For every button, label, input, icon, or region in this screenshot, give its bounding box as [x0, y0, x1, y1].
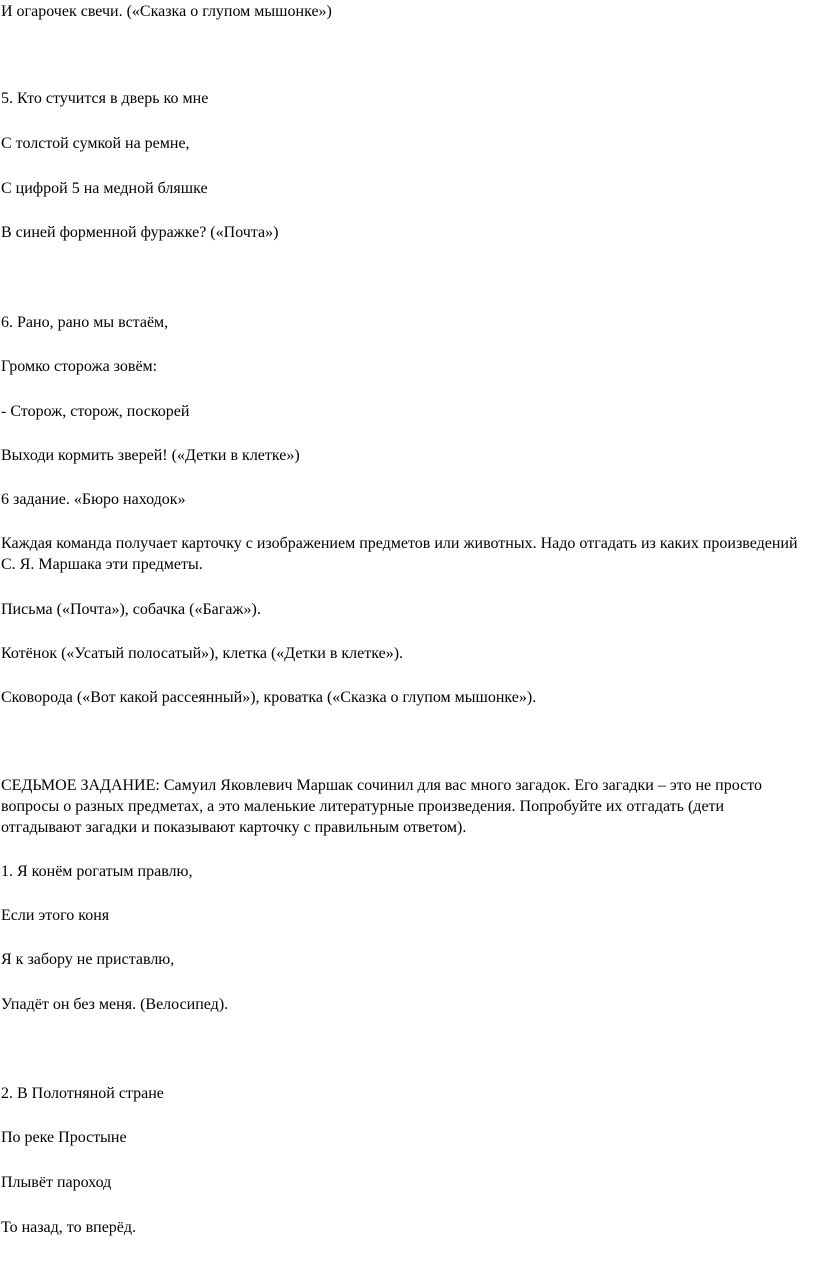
- riddle-5-line-4: В синей форменной фуражке? («Почта»): [1, 224, 279, 241]
- text-line: И огарочек свечи. («Сказка о глупом мышонке»): [1, 3, 332, 20]
- riddle-2-line-1: 2. В Полотняной стране: [1, 1085, 164, 1102]
- riddle-2-line-2: По реке Простыне: [1, 1129, 127, 1146]
- riddle-1-line-3: Я к забору не приставлю,: [1, 951, 175, 968]
- riddle-6-line-2: Громко сторожа зовём:: [1, 358, 158, 375]
- task-7-description: СЕДЬМОЕ ЗАДАНИЕ: Самуил Яковлевич Маршак сочинил для вас много загадок. Его загадки – это не просто вопросы о разных предметах, а это маленькие литературные произведения. Попробуйте их отгадать (дети отгадывают загадки и показывают карточку с правильным ответом).: [1, 777, 762, 836]
- task-6-answer-3: Сковорода («Вот какой рассеянный»), кроватка («Сказка о глупом мышонке»).: [1, 689, 537, 706]
- riddle-2-line-4: То назад, то вперёд.: [1, 1219, 137, 1236]
- task-6-heading: 6 задание. «Бюро находок»: [1, 491, 186, 508]
- riddle-6-line-3: - Сторож, сторож, поскорей: [1, 403, 190, 420]
- riddle-1-line-4: Упадёт он без меня. (Велосипед).: [1, 996, 229, 1013]
- task-6-description: Каждая команда получает карточку с изображением предметов или животных. Надо отгадать из каких произведений С. Я. Маршака эти предметы.: [1, 535, 798, 573]
- riddle-5-line-3: С цифрой 5 на медной бляшке: [1, 180, 208, 197]
- riddle-5-line-2: С толстой сумкой на ремне,: [1, 135, 190, 152]
- task-6-answer-1: Письма («Почта»), собачка («Багаж»).: [1, 601, 261, 618]
- task-6-answer-2: Котёнок («Усатый полосатый»), клетка («Детки в клетке»).: [1, 645, 404, 662]
- riddle-1-line-2: Если этого коня: [1, 907, 110, 924]
- riddle-5-line-1: 5. Кто стучится в дверь ко мне: [1, 90, 209, 107]
- riddle-6-line-1: 6. Рано, рано мы встаём,: [1, 314, 169, 331]
- riddle-1-line-1: 1. Я конём рогатым правлю,: [1, 863, 193, 880]
- riddle-2-line-3: Плывёт пароход: [1, 1174, 112, 1191]
- riddle-6-line-4: Выходи кормить зверей! («Детки в клетке»): [1, 447, 300, 464]
